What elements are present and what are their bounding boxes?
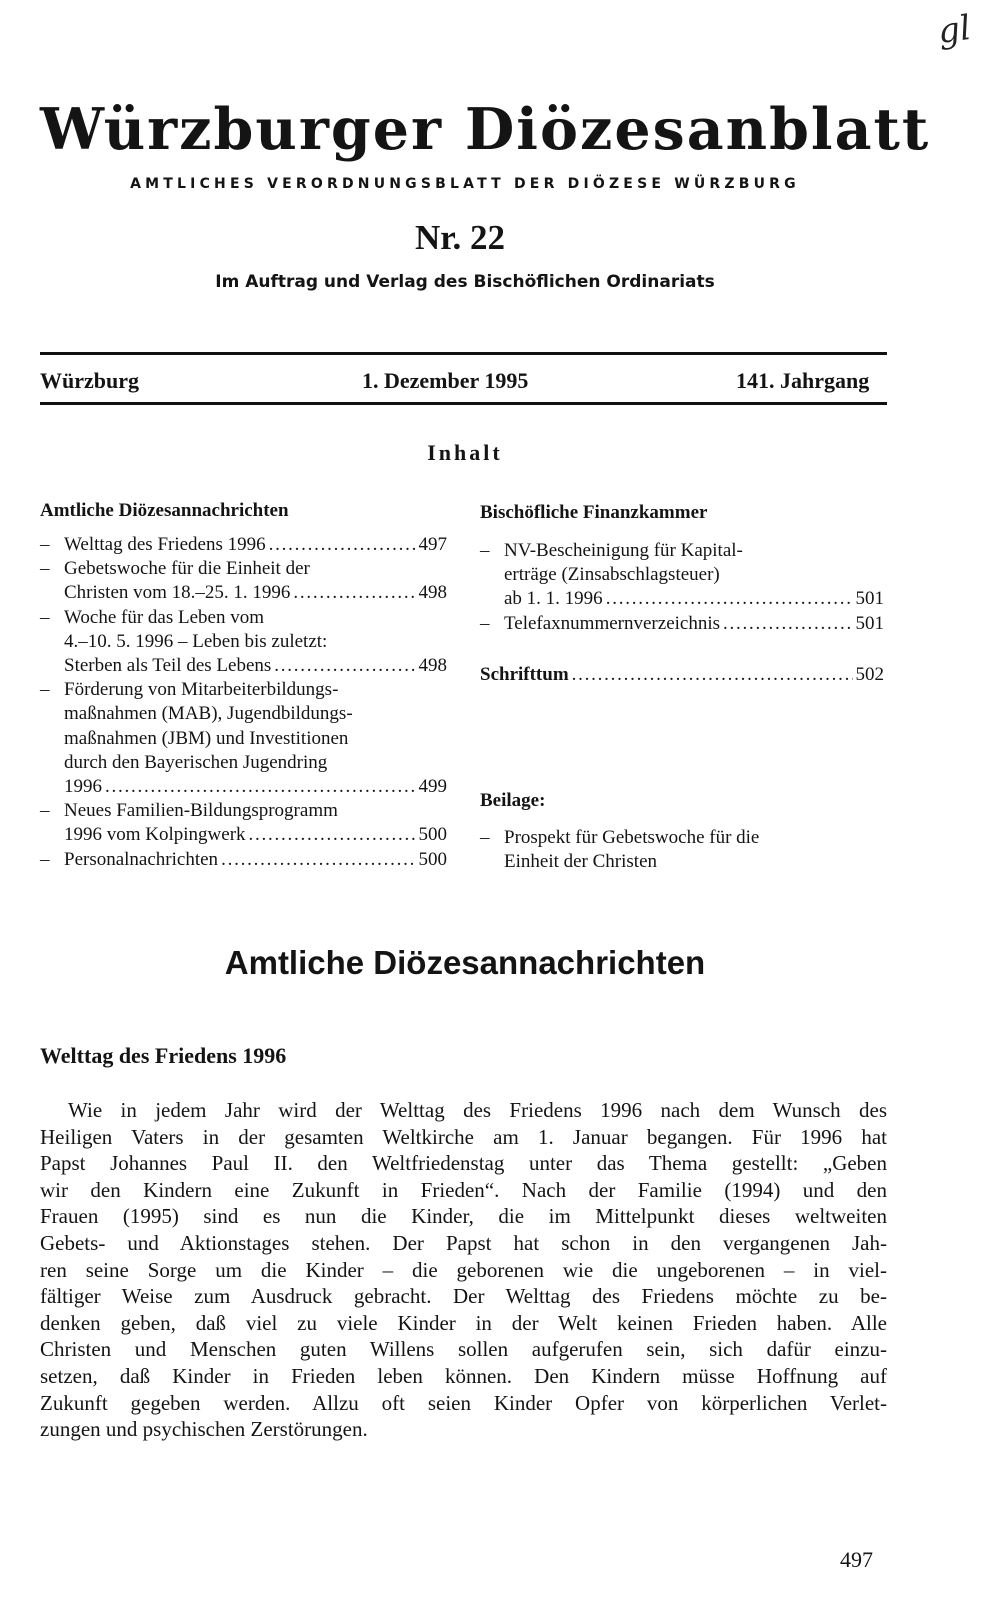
toc-entry-text: 1996 vom Kolpingwerk bbox=[64, 824, 246, 846]
dot-leader bbox=[293, 581, 415, 605]
dash: – bbox=[480, 612, 490, 634]
toc-entry bbox=[480, 612, 884, 636]
toc-entry-line bbox=[64, 823, 447, 847]
article-line: ren seine Sorge um die Kinder – die geborenen wie die ungeborenen – in viel- bbox=[40, 1257, 887, 1282]
article-line: zungen und psychischen Zerstörungen. bbox=[40, 1417, 368, 1442]
article-line: Wie in jedem Jahr wird der Welttag des Friedens 1996 nach dem Wunsch des bbox=[68, 1098, 887, 1122]
toc-entry-text: erträge (Zinsabschlagsteuer) bbox=[504, 564, 720, 586]
dash: – bbox=[480, 540, 490, 561]
toc-entry-page: 500 bbox=[418, 824, 447, 846]
toc-entry-page: 501 bbox=[855, 612, 884, 634]
toc-entry-line bbox=[64, 775, 447, 799]
toc-entry-page: 497 bbox=[418, 534, 447, 555]
toc-entry-page: 499 bbox=[418, 776, 447, 798]
article-line: Christen und Menschen guten Willens sollen aufgerufen sein, sich dafür einzu- bbox=[40, 1337, 887, 1362]
toc-entry-text: NV-Bescheinigung für Kapital- bbox=[504, 540, 743, 561]
toc-entry-line bbox=[64, 533, 447, 557]
toc-entry-text: maßnahmen (MAB), Jugendbildungs- bbox=[64, 703, 353, 725]
schrifttum-label: Schrifttum bbox=[480, 664, 569, 685]
toc-entry-line bbox=[64, 654, 447, 678]
toc-entry bbox=[40, 848, 447, 872]
article-line: wir den Kindern eine Zukunft in Frieden“. Nach der Familie (1994) und den bbox=[40, 1177, 887, 1202]
toc-entry-line bbox=[504, 612, 884, 636]
toc-left-heading: Amtliche Diözesannachrichten bbox=[40, 500, 289, 521]
dot-leader bbox=[572, 663, 853, 687]
dot-leader bbox=[105, 775, 416, 799]
toc-entry bbox=[40, 557, 447, 605]
masthead-title: Würzburger Diözesanblatt bbox=[40, 96, 931, 163]
toc-entry-text: Sterben als Teil des Lebens bbox=[64, 655, 272, 677]
toc-entry-text: ab 1. 1. 1996 bbox=[504, 588, 603, 610]
toc-entry-line bbox=[64, 848, 447, 872]
dot-leader bbox=[249, 823, 416, 847]
page-number: 497 bbox=[840, 1547, 873, 1572]
beilage-line: Einheit der Christen bbox=[504, 851, 658, 873]
dot-leader bbox=[269, 533, 416, 557]
handwritten-mark: gl bbox=[935, 7, 974, 53]
toc-entry-page: 498 bbox=[418, 655, 447, 677]
article-line: Papst Johannes Paul II. den Weltfriedenstag unter das Thema gestellt: „Geben bbox=[40, 1151, 887, 1176]
toc-right-list bbox=[480, 539, 884, 636]
toc-entry-text: 4.–10. 5. 1996 – Leben bis zuletzt: bbox=[64, 630, 328, 652]
article-line: denken geben, daß viel zu viele Kinder in der Welt keinen Frieden haben. Alle bbox=[40, 1310, 887, 1335]
article-line: Frauen (1995) sind es nun die Kinder, die im Mittelpunkt dieses weltweiten bbox=[40, 1204, 887, 1229]
toc-entry bbox=[480, 539, 884, 612]
dot-leader bbox=[723, 612, 852, 636]
dash: – bbox=[40, 800, 50, 822]
bottom-rule bbox=[40, 402, 887, 405]
info-volume: 141. Jahrgang bbox=[736, 368, 870, 393]
toc-entry-text: Woche für das Leben vom bbox=[64, 606, 265, 628]
toc-entry-text: maßnahmen (JBM) und Investitionen bbox=[64, 727, 349, 749]
toc-entry-text: Personalnachrichten bbox=[64, 848, 219, 870]
article-line: Heiligen Vaters in der gesamten Weltkirche am 1. Januar begangen. Für 1996 hat bbox=[40, 1124, 887, 1149]
beilage-item bbox=[480, 826, 884, 874]
beilage-line: Prospekt für Gebetswoche für die bbox=[504, 827, 760, 848]
toc-entry-text: durch den Bayerischen Jugendring bbox=[64, 751, 328, 773]
toc-title: Inhalt bbox=[427, 440, 503, 465]
schrifttum-page: 502 bbox=[855, 664, 884, 685]
article-line: setzen, daß Kinder in Frieden leben können. Den Kindern müsse Hoffnung auf bbox=[40, 1363, 887, 1388]
toc-entry-line bbox=[504, 587, 884, 611]
dash: – bbox=[40, 534, 50, 555]
article-line: Zukunft gegeben werden. Allzu oft seien Kinder Opfer von körperlichen Verlet- bbox=[40, 1390, 887, 1415]
toc-entry bbox=[40, 533, 447, 557]
toc-right-heading: Bischöfliche Finanzkammer bbox=[480, 502, 708, 523]
toc-entry-text: 1996 bbox=[64, 776, 102, 798]
article-line: Gebets- und Aktionstages stehen. Der Papst hat schon in den vergangenen Jah- bbox=[40, 1230, 887, 1255]
toc-entry-page: 500 bbox=[418, 848, 447, 870]
toc-entry-text: Telefaxnummernverzeichnis bbox=[504, 612, 721, 634]
dash: – bbox=[480, 827, 490, 848]
toc-left-list bbox=[40, 533, 447, 872]
toc-entry-text: Gebetswoche für die Einheit der bbox=[64, 558, 310, 580]
dash: – bbox=[40, 679, 50, 701]
dash: – bbox=[40, 558, 50, 580]
beilage-heading: Beilage: bbox=[480, 790, 546, 811]
article-title: Welttag des Friedens 1996 bbox=[40, 1043, 287, 1068]
dot-leader bbox=[221, 848, 415, 872]
info-date: 1. Dezember 1995 bbox=[362, 368, 529, 393]
toc-entry-page: 498 bbox=[418, 582, 447, 604]
toc-entry-text: Neues Familien-Bildungsprogramm bbox=[64, 800, 338, 822]
section-heading: Amtliche Diözesannachrichten bbox=[224, 944, 706, 981]
article-line: fältiger Weise zum Ausdruck gebracht. Der Welttag des Friedens möchte zu be- bbox=[40, 1284, 887, 1309]
toc-entry bbox=[40, 606, 447, 679]
dot-leader bbox=[274, 654, 415, 678]
dash: – bbox=[40, 606, 50, 628]
toc-entry bbox=[40, 678, 447, 799]
toc-entry-page: 501 bbox=[855, 588, 884, 610]
toc-entry-text: Welttag des Friedens 1996 bbox=[64, 534, 266, 555]
info-place: Würzburg bbox=[40, 368, 139, 393]
toc-entry-text: Förderung von Mitarbeiterbildungs- bbox=[64, 679, 339, 701]
article-body bbox=[40, 1097, 887, 1443]
masthead-subtitle: AMTLICHES VERORDNUNGSBLATT DER DIÖZESE WÜRZBURG bbox=[130, 176, 800, 192]
dash: – bbox=[40, 848, 50, 870]
top-rule bbox=[40, 352, 887, 355]
toc-entry bbox=[40, 799, 447, 847]
toc-entry-text: Christen vom 18.–25. 1. 1996 bbox=[64, 582, 291, 604]
publisher-line: Im Auftrag und Verlag des Bischöflichen Ordinariats bbox=[215, 272, 715, 292]
toc-schrifttum bbox=[480, 663, 884, 687]
toc-entry-line bbox=[64, 581, 447, 605]
issue-number: Nr. 22 bbox=[414, 218, 506, 257]
dot-leader bbox=[606, 587, 853, 611]
